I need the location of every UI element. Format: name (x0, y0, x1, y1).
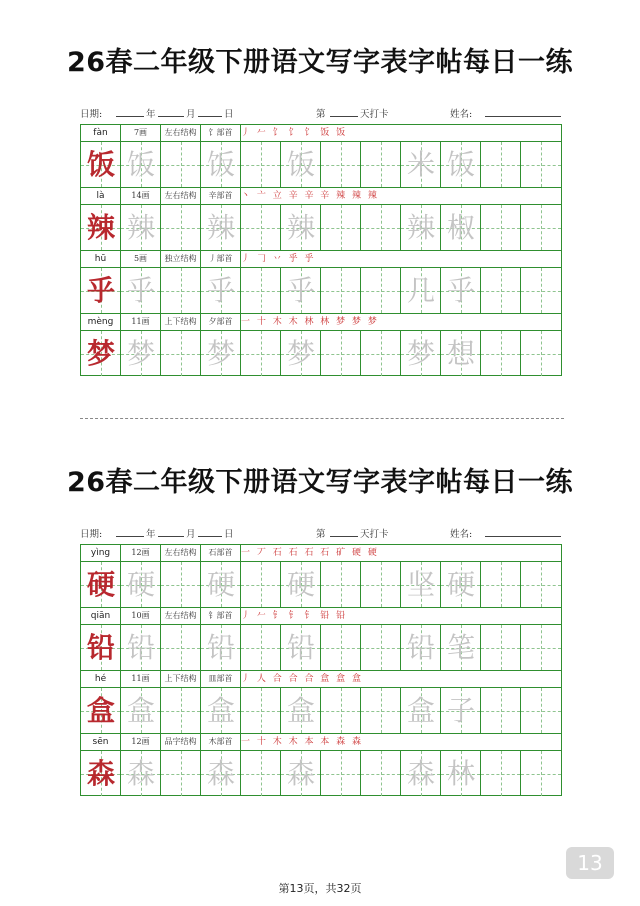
practice-grid (80, 544, 562, 796)
stroke-count: 12画 (121, 545, 161, 561)
structure: 上下结构 (161, 671, 201, 687)
structure: 左右结构 (161, 188, 201, 204)
name-label: 姓名: (450, 529, 473, 540)
stroke-order: 丿 人 合 合 合 盒 盒 盒 (241, 674, 364, 684)
char-practice-row (81, 268, 561, 314)
date-label: 日期: (80, 109, 103, 120)
radical: 夕部首 (201, 314, 241, 330)
name-label: 姓名: (450, 109, 473, 120)
trace-char: 硬 (206, 568, 235, 601)
char-info-row (81, 188, 561, 205)
structure: 品字结构 (161, 734, 201, 750)
year-label: 年 (146, 529, 156, 540)
trace-char: 乎 (206, 274, 235, 307)
stroke-order: 丶 亠 立 辛 辛 辛 辣 辣 辣 (241, 191, 379, 201)
word-trace-char: 想 (446, 337, 475, 370)
char-practice-row (81, 751, 561, 797)
radical: 石部首 (201, 545, 241, 561)
pinyin: hū (81, 251, 121, 267)
trace-char: 铅 (206, 631, 235, 664)
checkin-prefix: 第 (316, 109, 326, 120)
month-label: 月 (186, 529, 196, 540)
word-trace-char: 乎 (446, 274, 475, 307)
pinyin: fàn (81, 125, 121, 141)
trace-char: 森 (126, 757, 155, 790)
char-practice-row (81, 142, 561, 188)
pinyin: qiān (81, 608, 121, 624)
word-trace-char: 林 (446, 757, 475, 790)
trace-char: 辣 (126, 211, 155, 244)
word-char: 辣 (406, 211, 435, 244)
model-char: 辣 (86, 211, 115, 244)
word-char: 盒 (406, 694, 435, 727)
trace-char: 乎 (126, 274, 155, 307)
word-trace-char: 笔 (446, 631, 475, 664)
word-char: 坚 (406, 568, 435, 601)
char-practice-row (81, 562, 561, 608)
radical: 木部首 (201, 734, 241, 750)
trace-char: 辣 (206, 211, 235, 244)
trace-char: 饭 (206, 148, 235, 181)
practice-grid (80, 124, 562, 376)
radical: 辛部首 (201, 188, 241, 204)
char-info-row (81, 671, 561, 688)
trace-char: 铅 (286, 631, 315, 664)
radical: 丿部首 (201, 251, 241, 267)
pinyin: yìng (81, 545, 121, 561)
trace-char: 森 (206, 757, 235, 790)
stroke-order: 丿 𠂉 饣 饣 饣 饭 饭 (241, 128, 348, 138)
stroke-order: 一 十 木 木 林 林 梦 梦 梦 (241, 317, 379, 327)
model-char: 梦 (86, 337, 115, 370)
stroke-order: 一 十 木 木 本 本 森 森 (241, 737, 364, 747)
structure: 上下结构 (161, 314, 201, 330)
word-trace-char: 椒 (446, 211, 475, 244)
stroke-order: 丿 𠂉 钅 钅 钅 铅 铅 (241, 611, 348, 621)
word-trace-char: 子 (446, 694, 475, 727)
year-label: 年 (146, 109, 156, 120)
stroke-order: 一 丆 石 石 石 石 矿 硬 硬 (241, 548, 379, 558)
model-char: 盒 (86, 694, 115, 727)
word-char: 森 (406, 757, 435, 790)
radical: 钅部首 (201, 608, 241, 624)
trace-char: 硬 (126, 568, 155, 601)
radical: 饣部首 (201, 125, 241, 141)
char-info-row (81, 125, 561, 142)
char-info-row (81, 314, 561, 331)
model-char: 森 (86, 757, 115, 790)
date-label: 日期: (80, 529, 103, 540)
stroke-count: 12画 (121, 734, 161, 750)
sheet-title: 26春二年级下册语文写字表字帖每日一练 (66, 467, 574, 498)
page-number-badge: 13 (566, 847, 614, 879)
info-line (80, 526, 563, 542)
checkin-prefix: 第 (316, 529, 326, 540)
trace-char: 梦 (126, 337, 155, 370)
trace-char: 硬 (286, 568, 315, 601)
stroke-count: 11画 (121, 671, 161, 687)
pinyin: mèng (81, 314, 121, 330)
cut-line (80, 418, 564, 419)
checkin-suffix: 天打卡 (360, 109, 389, 120)
trace-char: 盒 (126, 694, 155, 727)
model-char: 硬 (86, 568, 115, 601)
char-practice-row (81, 688, 561, 734)
word-char: 梦 (406, 337, 435, 370)
word-char: 米 (406, 148, 435, 181)
trace-char: 盒 (286, 694, 315, 727)
char-info-row (81, 734, 561, 751)
radical: 皿部首 (201, 671, 241, 687)
word-trace-char: 饭 (446, 148, 475, 181)
stroke-count: 11画 (121, 314, 161, 330)
trace-char: 梦 (286, 337, 315, 370)
trace-char: 铅 (126, 631, 155, 664)
stroke-order: 丿 𠃌 丷 乎 乎 (241, 254, 316, 264)
trace-char: 梦 (206, 337, 235, 370)
trace-char: 辣 (286, 211, 315, 244)
char-practice-row (81, 331, 561, 377)
info-line (80, 106, 563, 122)
stroke-count: 14画 (121, 188, 161, 204)
char-info-row (81, 608, 561, 625)
page-footer: 第13页，共32页 (278, 882, 362, 895)
pinyin: sēn (81, 734, 121, 750)
word-trace-char: 硬 (446, 568, 475, 601)
trace-char: 饭 (286, 148, 315, 181)
day-label: 日 (224, 529, 234, 540)
stroke-count: 5画 (121, 251, 161, 267)
model-char: 乎 (86, 274, 115, 307)
word-char: 几 (406, 274, 435, 307)
model-char: 铅 (86, 631, 115, 664)
stroke-count: 7画 (121, 125, 161, 141)
trace-char: 盒 (206, 694, 235, 727)
pinyin: là (81, 188, 121, 204)
month-label: 月 (186, 109, 196, 120)
day-label: 日 (224, 109, 234, 120)
structure: 独立结构 (161, 251, 201, 267)
structure: 左右结构 (161, 545, 201, 561)
trace-char: 森 (286, 757, 315, 790)
word-char: 铅 (406, 631, 435, 664)
model-char: 饭 (86, 148, 115, 181)
sheet-title: 26春二年级下册语文写字表字帖每日一练 (66, 47, 574, 78)
checkin-suffix: 天打卡 (360, 529, 389, 540)
char-info-row (81, 251, 561, 268)
structure: 左右结构 (161, 608, 201, 624)
structure: 左右结构 (161, 125, 201, 141)
char-practice-row (81, 205, 561, 251)
stroke-count: 10画 (121, 608, 161, 624)
trace-char: 饭 (126, 148, 155, 181)
pinyin: hé (81, 671, 121, 687)
char-practice-row (81, 625, 561, 671)
trace-char: 乎 (286, 274, 315, 307)
char-info-row (81, 545, 561, 562)
